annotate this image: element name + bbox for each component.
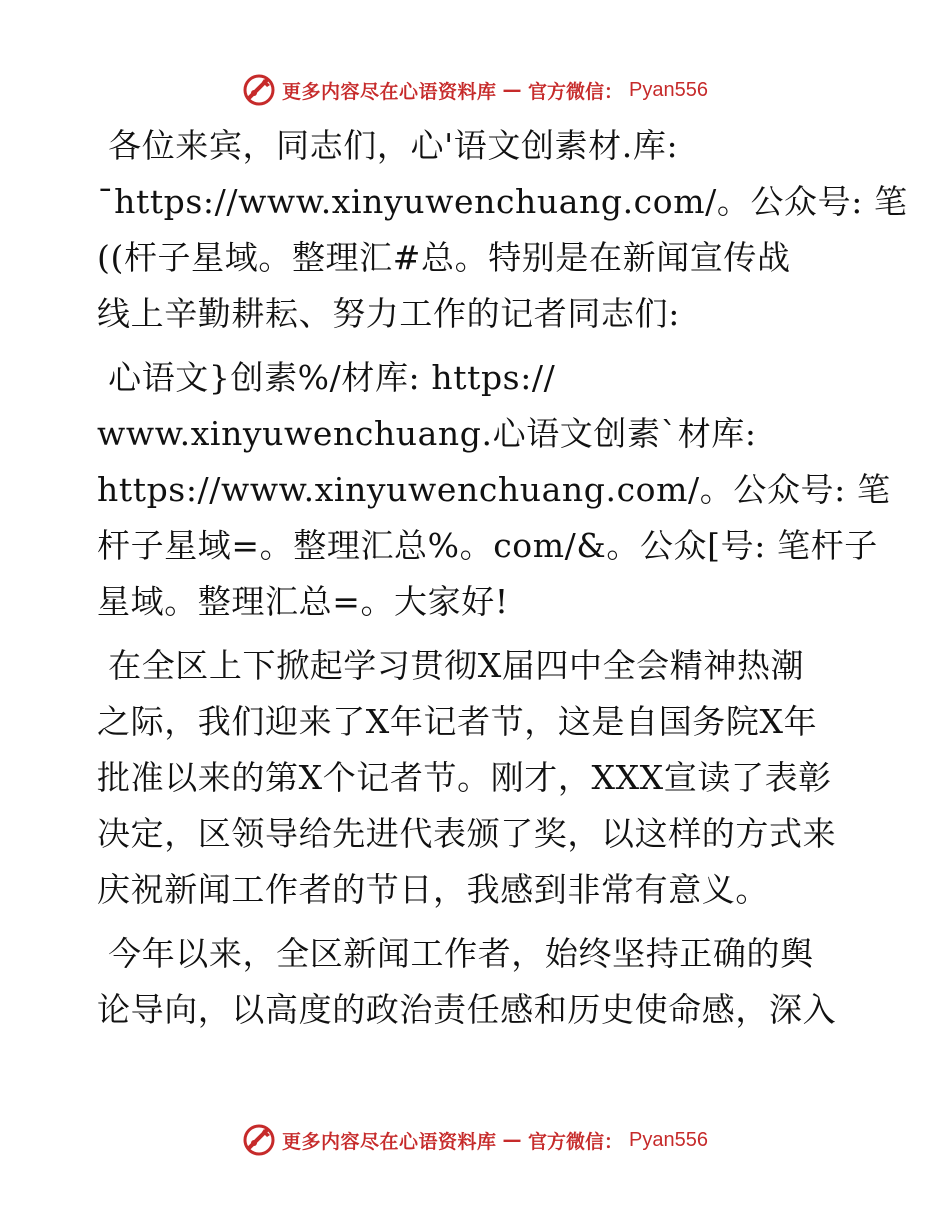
- banner-text: 更多内容尽在心语资料库: [282, 1130, 497, 1153]
- banner-separator: —: [502, 79, 523, 101]
- text-line: 杆子星域=。整理汇总%。com/&。公众[号: 笔杆子: [97, 526, 878, 565]
- text-line: ¯https://www.xinyuwenchuang.com/。公众号: 笔: [97, 182, 908, 221]
- paragraph: [97, 118, 908, 342]
- footer-banner: [0, 1120, 950, 1160]
- banner-wechat-id: Pyan556: [629, 78, 708, 101]
- paragraph: [97, 638, 857, 918]
- text-line: 心语文}创素%/材库: https://: [97, 358, 556, 397]
- paragraph: [97, 350, 891, 630]
- text-line: 线上辛勤耕耘、努力工作的记者同志们:: [97, 294, 680, 333]
- text-line: 星域。整理汇总=。大家好!: [97, 582, 509, 621]
- text-line: 在全区上下掀起学习贯彻X届四中全会精神热潮: [97, 646, 805, 685]
- text-line: https://www.xinyuwenchuang.com/。公众号: 笔: [97, 470, 891, 509]
- document-body: [97, 118, 908, 1046]
- banner-official-label: 官方微信：: [528, 1130, 624, 1153]
- text-line: www.xinyuwenchuang.心语文创素`材库:: [97, 414, 757, 453]
- text-line: 庆祝新闻工作者的节日，我感到非常有意义。: [97, 870, 769, 909]
- text-line: 批准以来的第X个记者节。刚才，XXX宣读了表彰: [97, 758, 832, 797]
- brand-logo-icon: [242, 73, 276, 107]
- banner-separator: —: [502, 1129, 523, 1151]
- header-banner: [0, 70, 950, 110]
- text-line: 论导向，以高度的政治责任感和历史使命感，深入: [97, 990, 837, 1029]
- banner-wechat-id: Pyan556: [629, 1128, 708, 1151]
- text-line: 各位来宾，同志们，心'语文创素材.库:: [97, 126, 679, 165]
- banner-text: 更多内容尽在心语资料库: [282, 80, 497, 103]
- paragraph: [97, 926, 857, 1038]
- brand-logo-icon: [242, 1123, 276, 1157]
- text-line: 决定，区领导给先进代表颁了奖，以这样的方式来: [97, 814, 837, 853]
- text-line: 之际，我们迎来了X年记者节，这是自国务院X年: [97, 702, 818, 741]
- banner-official-label: 官方微信：: [528, 80, 624, 103]
- text-line: 今年以来，全区新闻工作者，始终坚持正确的舆: [97, 934, 814, 973]
- text-line: ((杆子星域。整理汇#总。特别是在新闻宣传战: [97, 238, 791, 277]
